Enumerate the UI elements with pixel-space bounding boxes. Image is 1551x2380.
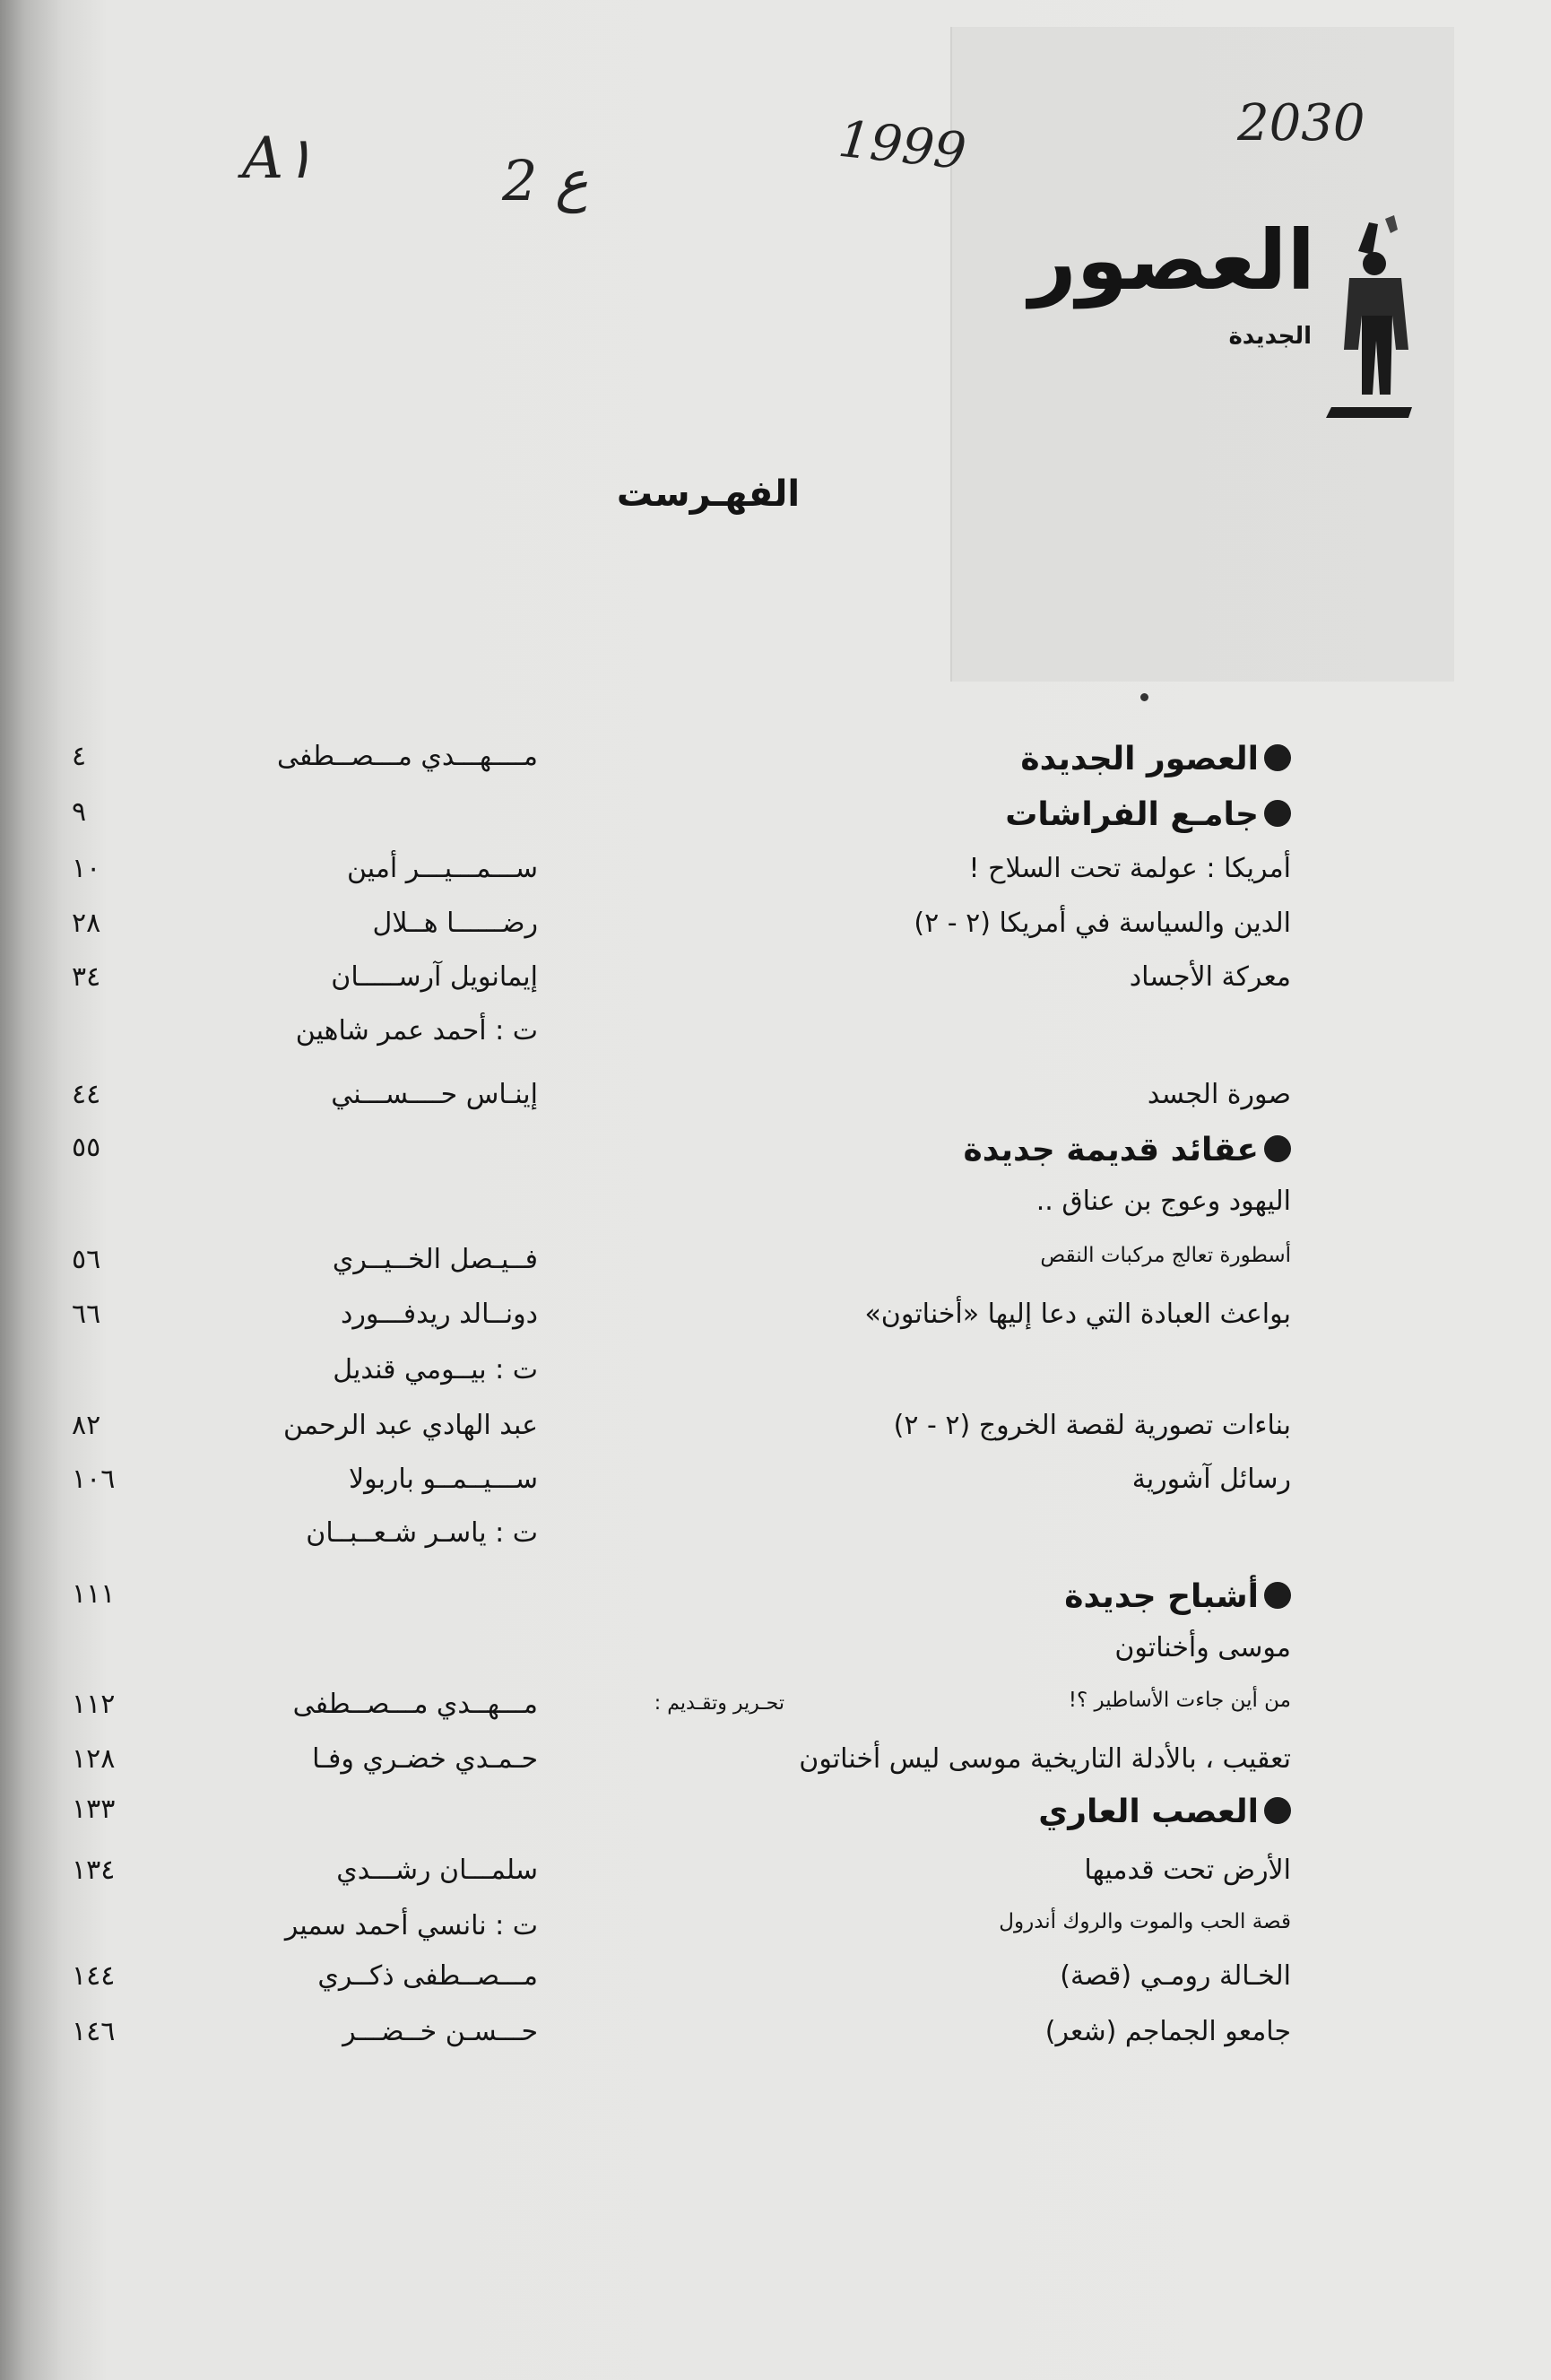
author-name: عبد الهادي عبد الرحمن bbox=[282, 1410, 538, 1441]
article-title bbox=[484, 1910, 1291, 1933]
title-text: رسائل آشورية bbox=[1131, 1464, 1291, 1495]
author-name: مـــصــطفى ذكــري bbox=[317, 1960, 538, 1992]
toc-entry bbox=[0, 853, 1551, 907]
title-text: اليهود وعوج بن عناق .. bbox=[1035, 1186, 1291, 1217]
page-number: ١١٢ bbox=[72, 1689, 116, 1720]
bullet-icon bbox=[1264, 1797, 1291, 1824]
toc-entry bbox=[0, 1960, 1551, 2014]
page-number: ٣٤ bbox=[72, 961, 101, 993]
author-name: حـمـدي خضـري وفـا bbox=[312, 1743, 538, 1775]
index-title: الفهـرست bbox=[616, 473, 801, 515]
page-number: ١١١ bbox=[72, 1578, 116, 1610]
title-text: أشباح جديدة bbox=[1064, 1578, 1259, 1615]
author-name: ت : بيــومي قنديل bbox=[333, 1354, 538, 1385]
page-number: ١٤٦ bbox=[72, 2016, 116, 2047]
title-text: الأرض تحت قدميها bbox=[1084, 1854, 1291, 1886]
page-number: ٩ bbox=[72, 796, 87, 828]
toc-entry bbox=[0, 1186, 1551, 1239]
title-text: أسطورة تعالج مركبات النقص bbox=[1040, 1244, 1291, 1267]
article-title bbox=[484, 2016, 1291, 2047]
toc-entry bbox=[0, 1632, 1551, 1686]
author-name: فــيـصل الخــيــري bbox=[332, 1244, 538, 1275]
article-title bbox=[484, 1079, 1291, 1110]
page-number: ٤ bbox=[72, 741, 87, 772]
toc-entry bbox=[0, 1132, 1551, 1186]
toc-entry bbox=[0, 1910, 1551, 1964]
author-name: ت : أحمد عمر شاهين bbox=[295, 1015, 538, 1047]
author-name: رضــــــا هــلال bbox=[372, 908, 538, 939]
article-title bbox=[484, 1244, 1291, 1267]
article-title bbox=[484, 961, 1291, 993]
toc-entry bbox=[0, 1079, 1551, 1133]
author-name: حـــسـن خــضـــر bbox=[342, 2016, 538, 2047]
toc-entry bbox=[0, 1854, 1551, 1908]
author-name: ت : ياسـر شـعــبــان bbox=[306, 1517, 538, 1549]
editor-note: تحـرير وتقـديم : bbox=[654, 1692, 784, 1715]
title-text: صورة الجسد bbox=[1147, 1079, 1291, 1110]
toc-entry bbox=[0, 796, 1551, 850]
toc-entry bbox=[0, 908, 1551, 961]
author-name: ســـيــمــو باربولا bbox=[348, 1464, 538, 1495]
author-name: إيمانويل آرســـــان bbox=[331, 961, 538, 993]
title-text: العصور الجديدة bbox=[1020, 741, 1259, 777]
page-number: ١٠٦ bbox=[72, 1464, 116, 1495]
author-name: ســـمـــيـــر أمين bbox=[346, 853, 538, 884]
toc-entry bbox=[0, 1517, 1551, 1571]
toc-entry bbox=[0, 1794, 1551, 1847]
section-title bbox=[484, 1578, 1291, 1615]
author-name: ت : نانسي أحمد سمير bbox=[284, 1910, 538, 1941]
handwritten-number: 2030 bbox=[1237, 94, 1365, 152]
article-title bbox=[484, 853, 1291, 884]
title-text: تعقيب ، بالأدلة التاريخية موسى ليس أخناتون bbox=[799, 1743, 1291, 1775]
logo-name: العصور bbox=[1028, 213, 1315, 308]
page-number: ١٣٣ bbox=[72, 1794, 116, 1825]
article-title bbox=[484, 1186, 1291, 1217]
page-number: ٢٨ bbox=[72, 908, 101, 939]
title-text: عقائد قديمة جديدة bbox=[963, 1132, 1259, 1168]
toc-entry bbox=[0, 2016, 1551, 2070]
toc-entry bbox=[0, 1299, 1551, 1352]
toc-entry bbox=[0, 961, 1551, 1015]
bullet-icon bbox=[1264, 744, 1291, 771]
author-name: إينـاس حــــســـني bbox=[331, 1079, 538, 1110]
title-text: جامـع الفراشات bbox=[1005, 796, 1259, 833]
bullet-icon bbox=[1264, 1135, 1291, 1162]
section-title bbox=[484, 1132, 1291, 1168]
title-text: معركة الأجساد bbox=[1129, 961, 1291, 993]
article-title bbox=[484, 1464, 1291, 1495]
author-name: مـــهــدي مـــصــطفى bbox=[292, 1689, 538, 1720]
page-number: ٥٦ bbox=[72, 1244, 101, 1275]
logo-subtitle: الجديدة bbox=[1228, 323, 1312, 350]
bullet-icon bbox=[1264, 800, 1291, 827]
section-title bbox=[484, 796, 1291, 833]
page-number: ٦٦ bbox=[72, 1299, 101, 1330]
page-number: ٨٢ bbox=[72, 1410, 101, 1441]
title-text: الخـالة رومـي (قصة) bbox=[1060, 1960, 1291, 1992]
toc-entry bbox=[0, 1015, 1551, 1069]
title-text: العصب العاري bbox=[1038, 1794, 1259, 1830]
title-text: بواعث العبادة التي دعا إليها «أخناتون» bbox=[864, 1299, 1291, 1330]
title-text: من أين جاءت الأساطير ؟! bbox=[1068, 1689, 1291, 1712]
title-text: الدين والسياسة في أمريكا (٢ - ٢) bbox=[914, 908, 1291, 939]
article-title bbox=[484, 1743, 1291, 1775]
section-title bbox=[484, 741, 1291, 777]
toc-entry bbox=[0, 1354, 1551, 1408]
article-title bbox=[484, 1632, 1291, 1663]
title-text: أمريكا : عولمة تحت السلاح ! bbox=[968, 853, 1291, 884]
article-title bbox=[484, 1960, 1291, 1992]
toc-entry bbox=[0, 1464, 1551, 1517]
page-number: ١٤٤ bbox=[72, 1960, 116, 1992]
title-text: موسى وأخناتون bbox=[1114, 1632, 1291, 1663]
handwritten-year: 1999 bbox=[835, 109, 969, 182]
toc-entry bbox=[0, 1689, 1551, 1742]
title-text: قصة الحب والموت والروك أندرول bbox=[999, 1910, 1291, 1933]
section-title bbox=[484, 1794, 1291, 1830]
article-title bbox=[484, 1854, 1291, 1886]
toc-entry bbox=[0, 1743, 1551, 1797]
author-name: سلمـــان رشـــدي bbox=[336, 1854, 538, 1886]
title-text: جامعو الجماجم (شعر) bbox=[1044, 2016, 1291, 2047]
page-number: ٤٤ bbox=[72, 1079, 101, 1110]
handwritten-code-b: 2 ع bbox=[502, 148, 589, 213]
author-name: مــــهـــدي مـــصــطفى bbox=[276, 741, 538, 772]
toc-entry bbox=[0, 1578, 1551, 1632]
toc-entry bbox=[0, 1244, 1551, 1298]
title-text: بناءات تصورية لقصة الخروج (٢ - ٢) bbox=[893, 1410, 1291, 1441]
page-number: ١٣٤ bbox=[72, 1854, 116, 1886]
toc-entry bbox=[0, 741, 1551, 795]
page-number: ٥٥ bbox=[72, 1132, 101, 1163]
article-title bbox=[484, 1299, 1291, 1330]
page-number: ١٢٨ bbox=[72, 1743, 116, 1775]
article-title bbox=[484, 908, 1291, 939]
author-name: دونــالد ريدفـــورد bbox=[341, 1299, 538, 1330]
article-title bbox=[484, 1410, 1291, 1441]
handwritten-code-a: A١ bbox=[242, 126, 315, 192]
toc-entry bbox=[0, 1410, 1551, 1464]
page-number: ١٠ bbox=[72, 853, 101, 884]
bullet-icon bbox=[1264, 1582, 1291, 1609]
